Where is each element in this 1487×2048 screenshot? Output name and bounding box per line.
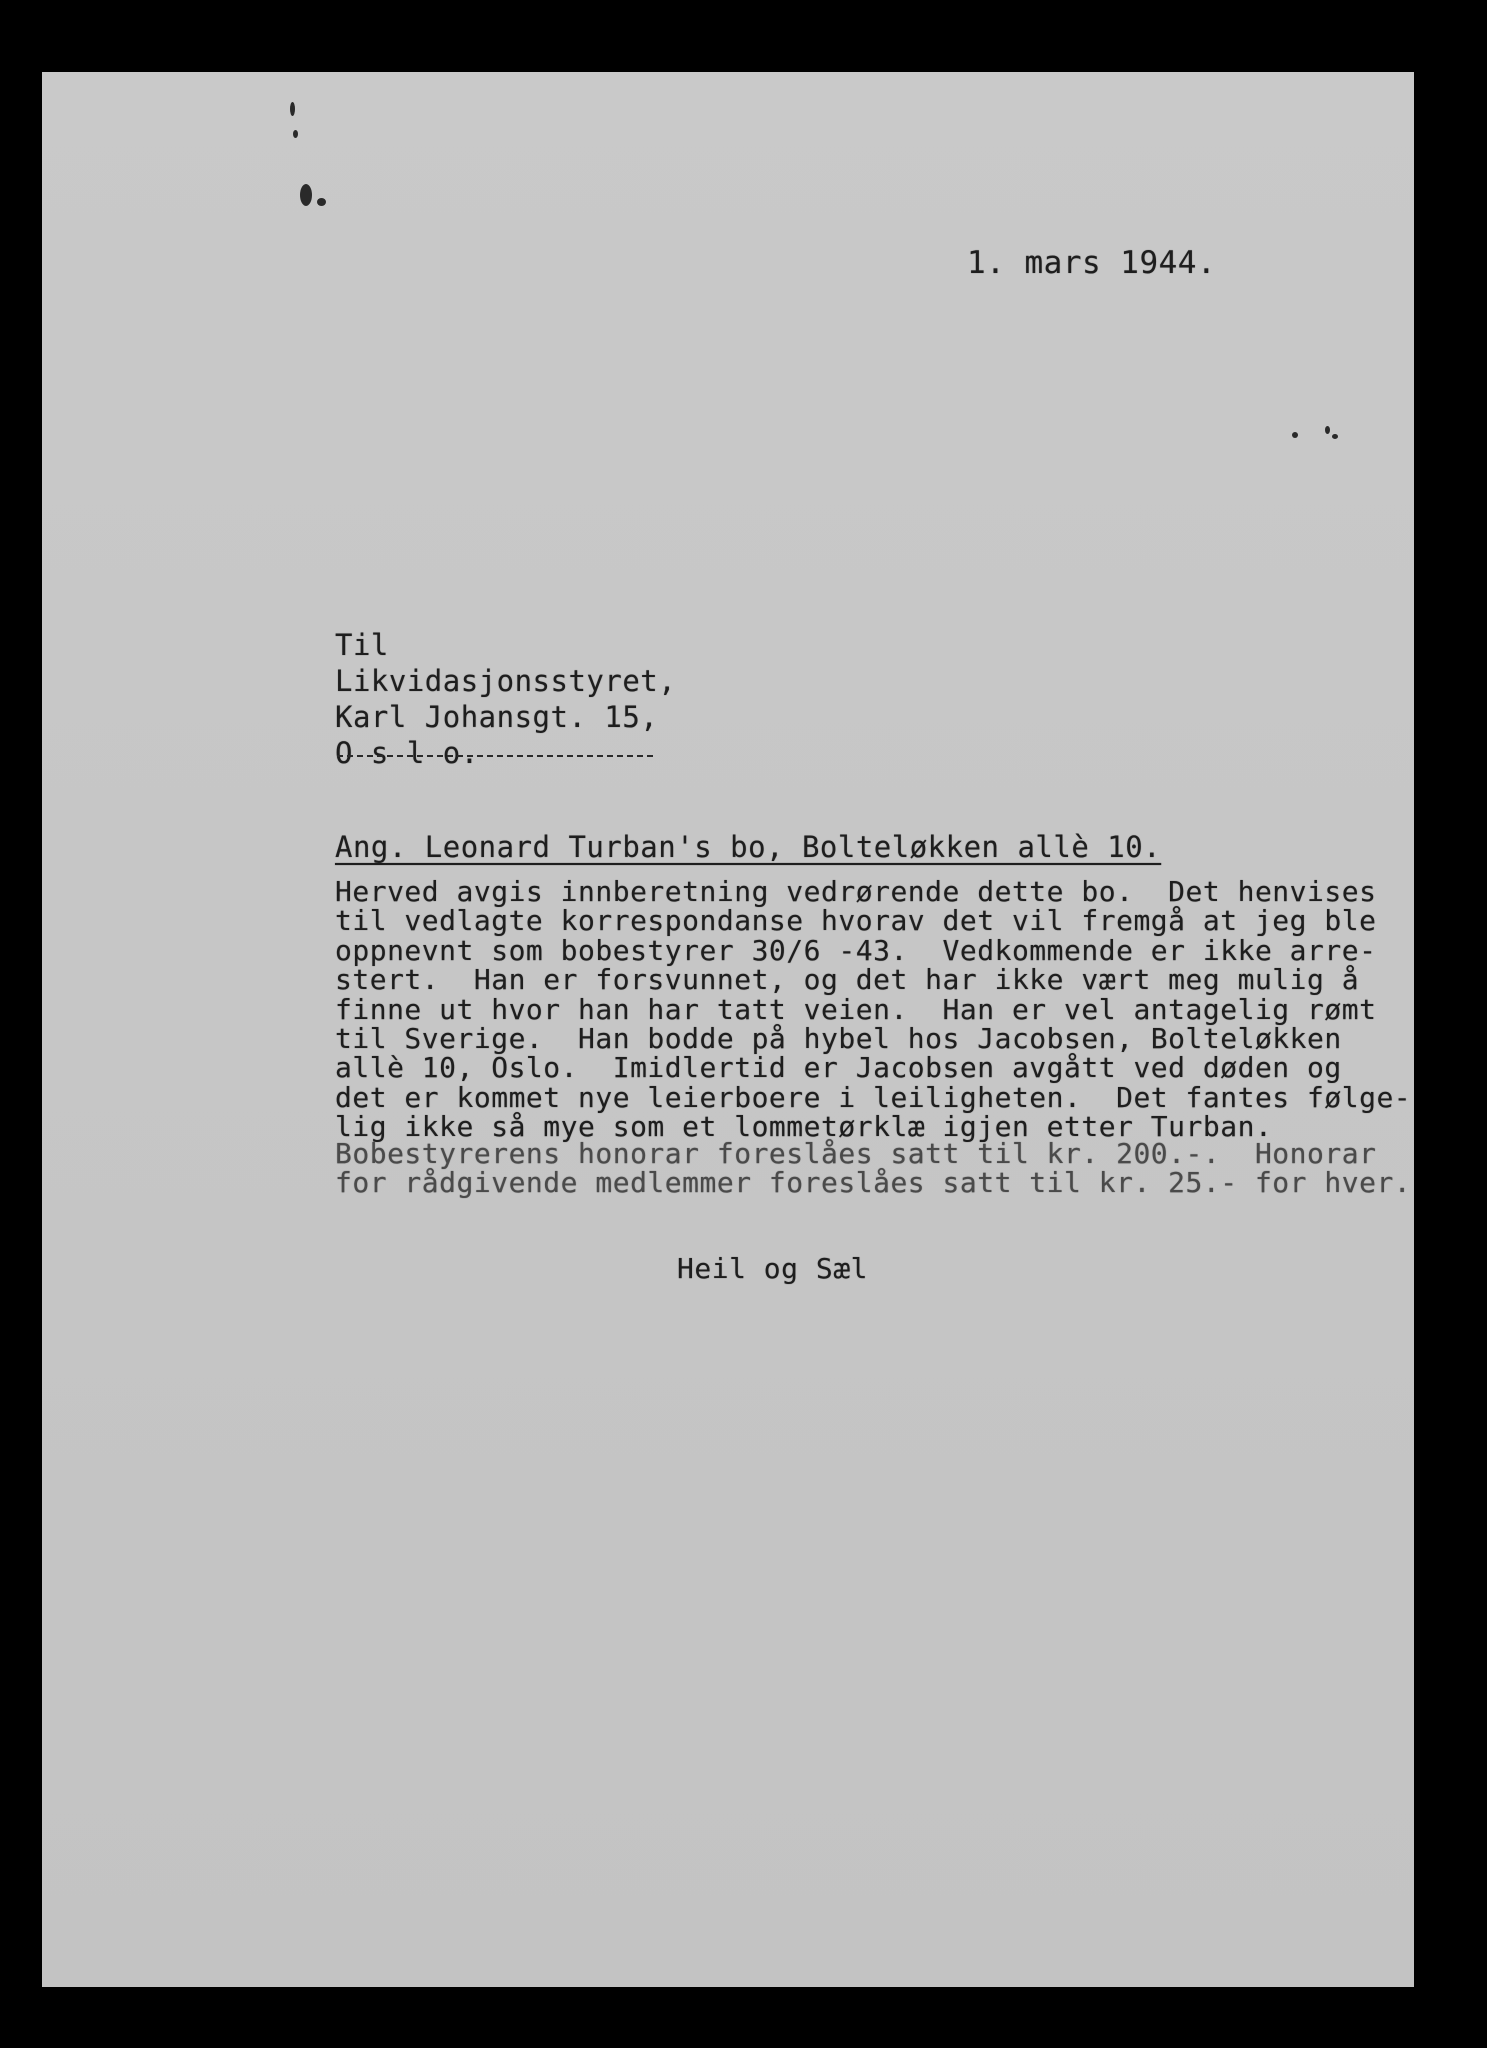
address-line: O s l o. [335, 736, 479, 770]
fee-paragraph [335, 1139, 1411, 1198]
ink-mark [300, 184, 312, 206]
address-line: Likvidasjonsstyret, [335, 664, 677, 698]
letter-date: 1. mars 1944. [967, 245, 1217, 281]
body-line: finne ut hvor han har tatt veien. Han er vel antagelig rømt [335, 992, 1377, 1026]
fee-line: Bobestyrerens honorar foreslåes satt til kr. 200.-. Honorar [335, 1137, 1377, 1170]
address-divider [337, 755, 653, 757]
body-line: stert. Han er forsvunnet, og det har ikke vært meg mulig å [335, 963, 1360, 997]
ink-mark [1292, 432, 1298, 438]
body-line: allè 10, Oslo. Imidlertid er Jacobsen avgått ved døden og [335, 1051, 1342, 1085]
letter-closing: Heil og Sæl [677, 1252, 868, 1285]
address-line: Til [335, 628, 389, 662]
body-line: lig ikke så mye som et lommetørklæ igjen etter Turban. [335, 1110, 1273, 1144]
paper-sheet [42, 72, 1414, 1987]
body-line: til vedlagte korrespondanse hvorav det vil fremgå at jeg ble [335, 904, 1377, 938]
letter-body [335, 877, 1411, 1142]
body-line: til Sverige. Han bodde på hybel hos Jacobsen, Bolteløkken [335, 1022, 1342, 1056]
address-line: Karl Johansgt. 15, [335, 700, 659, 734]
body-line: Herved avgis innberetning vedrørende dette bo. Det henvises [335, 875, 1377, 908]
ink-mark [317, 198, 326, 206]
letter-subject: Ang. Leonard Turban's bo, Bolteløkken allè 10. [335, 830, 1162, 864]
fee-line: for rådgivende medlemmer foreslåes satt til kr. 25.- for hver. [335, 1166, 1412, 1200]
recipient-address [335, 627, 676, 771]
body-line: det er kommet nye leierboere i leiligheten. Det fantes følge- [335, 1080, 1412, 1114]
ink-mark [1325, 426, 1330, 434]
ink-mark [1332, 434, 1338, 439]
body-line: oppnevnt som bobestyrer 30/6 -43. Vedkommende er ikke arre- [335, 933, 1377, 967]
ink-mark [290, 102, 295, 116]
ink-mark [293, 130, 298, 138]
